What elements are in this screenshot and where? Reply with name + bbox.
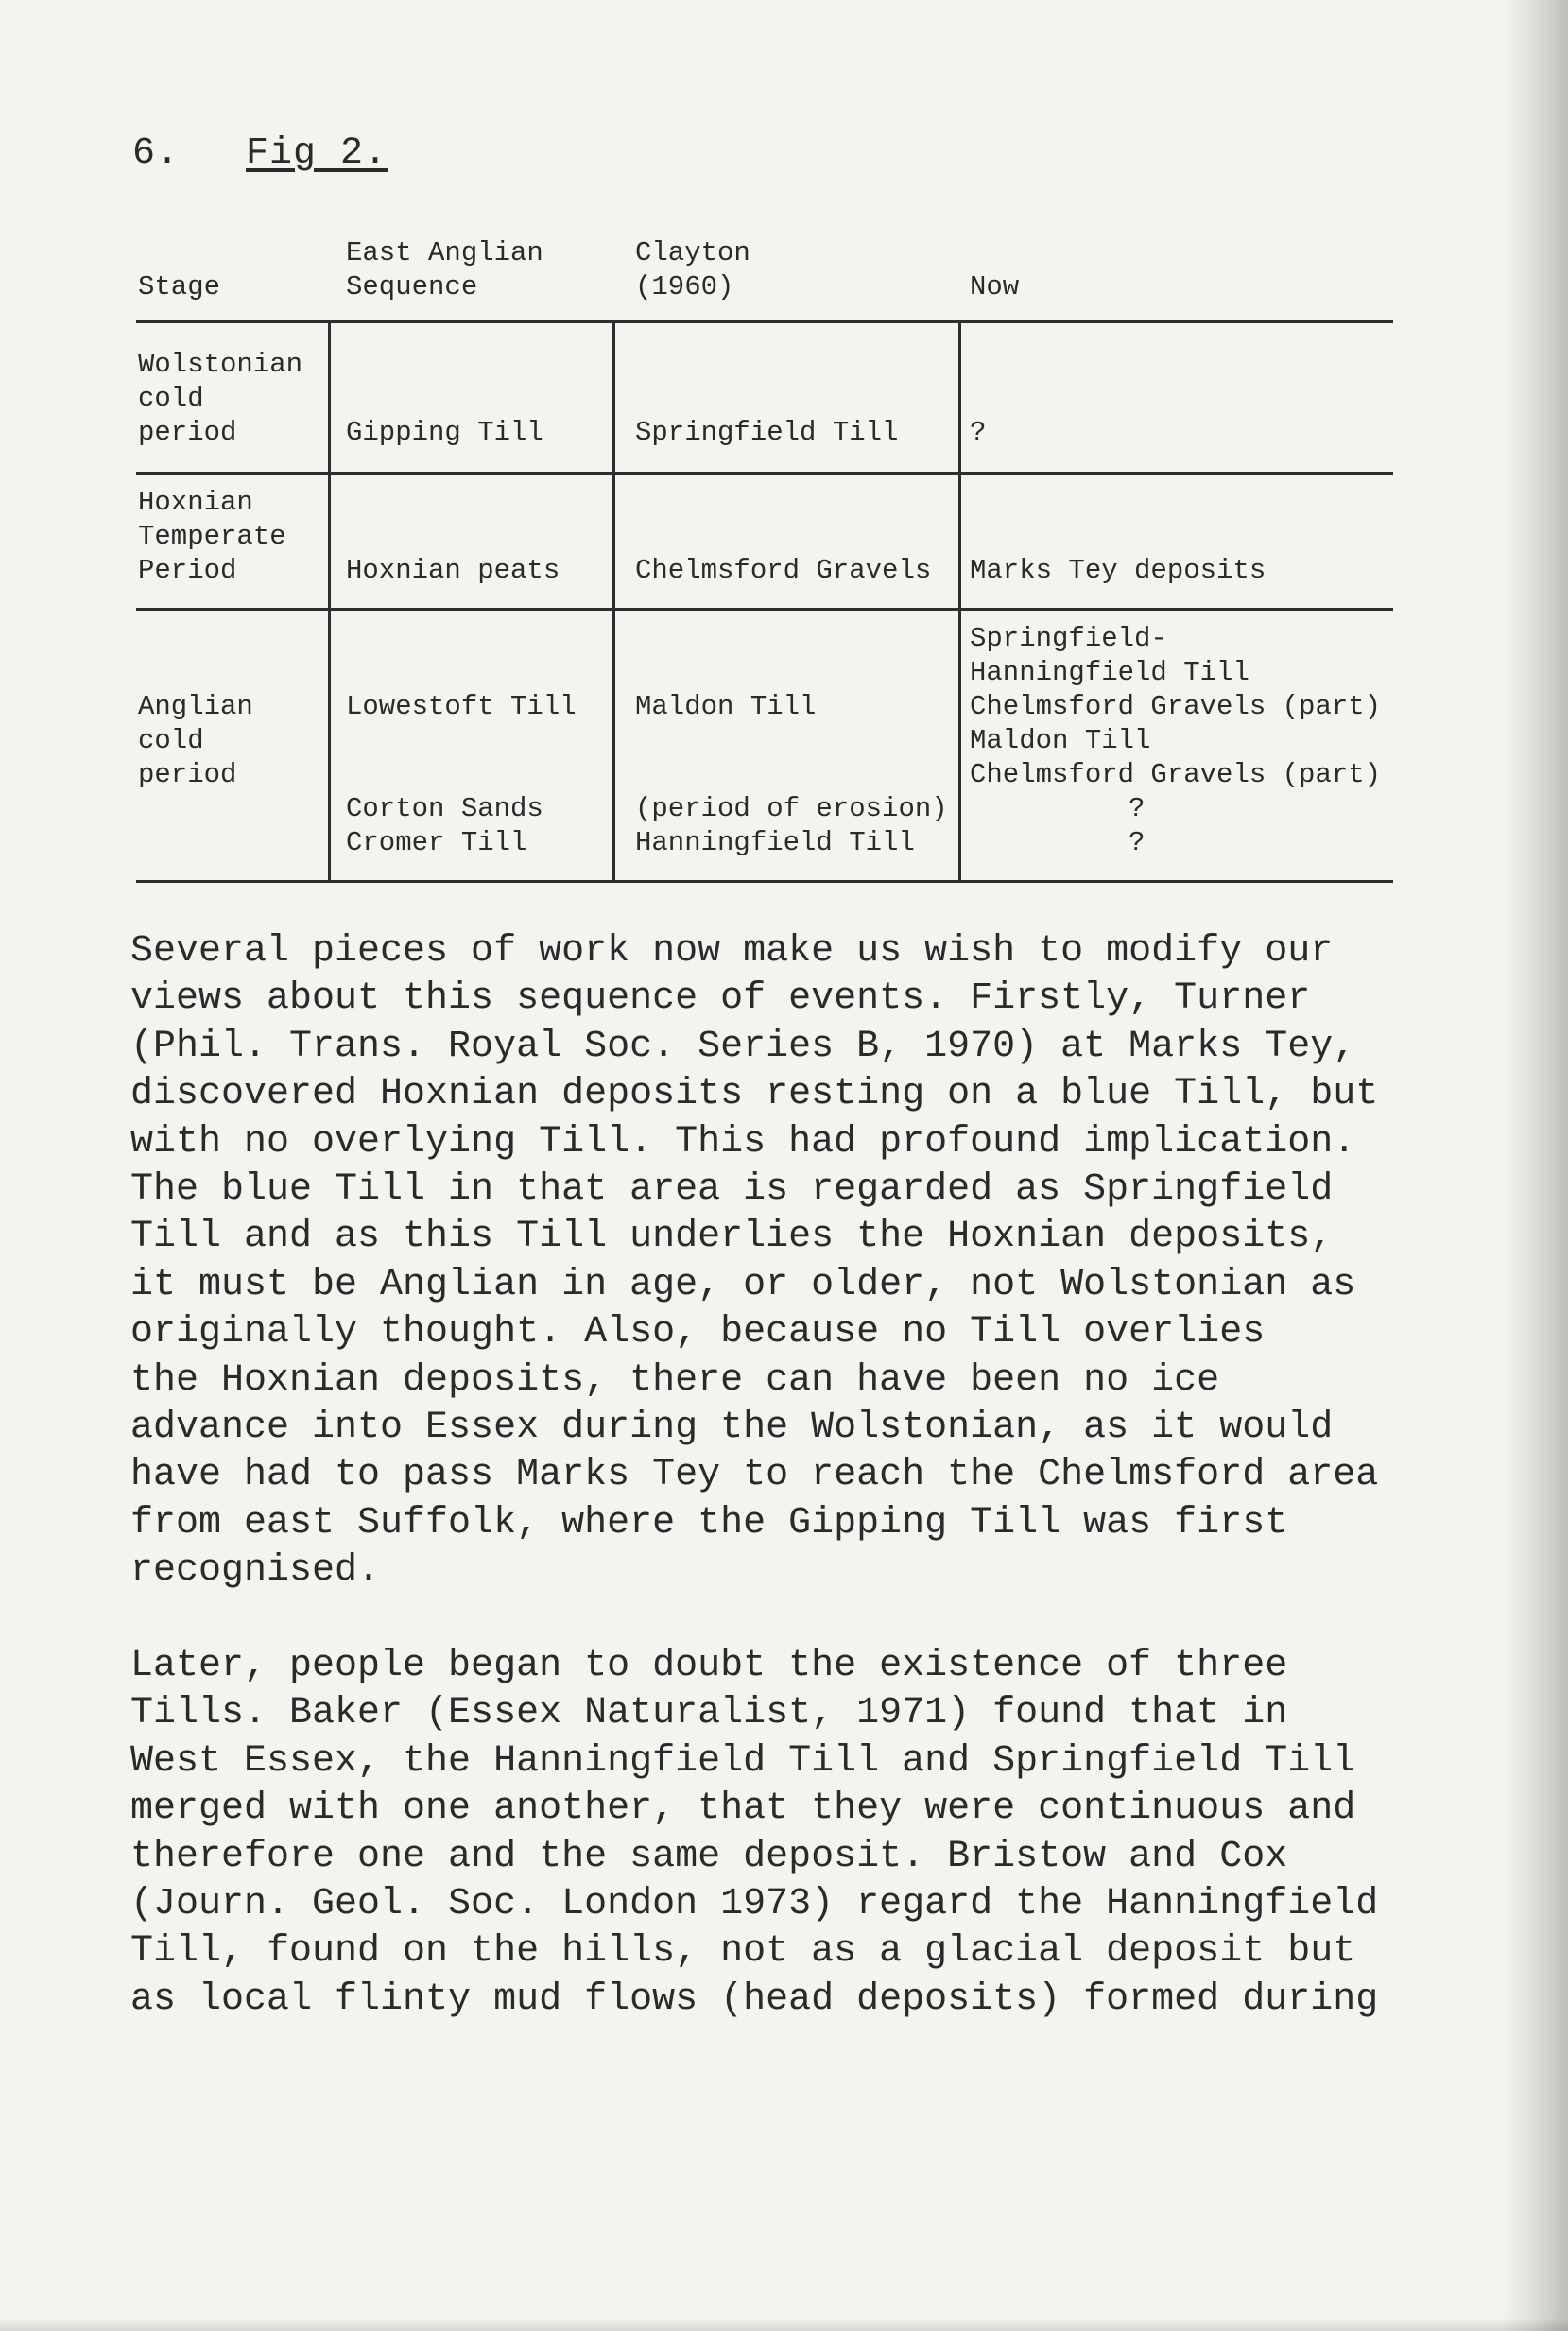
now-anglian-deposits: Springfield- Hanningfield Till Chelmsford Gravels (part) Maldon Till Chelmsford Gravels (part) xyxy=(970,623,1382,790)
figure-label: Fig 2. xyxy=(246,132,388,175)
sequence-hoxnian-peats: Hoxnian peats xyxy=(346,555,560,586)
stage-anglian: Anglian cold period xyxy=(138,691,253,790)
table-column-divider-1 xyxy=(328,320,331,882)
now-wolstonian: ? xyxy=(970,417,987,448)
table-rule-row-2 xyxy=(136,608,1393,611)
sequence-corton-cromer: Corton Sands Cromer Till xyxy=(346,793,543,858)
header-stage: Stage xyxy=(138,271,221,302)
stage-hoxnian: Hoxnian Temperate Period xyxy=(138,487,286,586)
clayton-maldon-till: Maldon Till xyxy=(635,691,817,722)
now-anglian-unknown: ? ? xyxy=(1129,793,1146,858)
page-number: 6. xyxy=(132,132,181,175)
page-edge-shadow xyxy=(1502,0,1568,2331)
table-column-divider-2 xyxy=(612,320,615,882)
table-column-divider-3 xyxy=(958,320,961,882)
clayton-springfield-till: Springfield Till xyxy=(635,417,899,448)
clayton-chelmsford-gravels: Chelmsford Gravels xyxy=(635,555,932,586)
header-east-anglian-sequence: East Anglian Sequence xyxy=(346,237,543,302)
sequence-gipping-till: Gipping Till xyxy=(346,417,543,448)
paragraph-2: Later, people began to doubt the existence of three Tills. Baker (Essex Naturalist, 1971) found that in West Essex, the Hanningfield Till and Springfield Till merged with one another, that they were continuous and therefore one and the same deposit. Bristow and Cox (Journ. Geol. Soc. London 1973) regard the Hanningfield Till, found on the hills, not as a glacial deposit but as local flinty mud flows (head deposits) formed during xyxy=(130,1645,1379,2021)
paragraph-1: Several pieces of work now make us wish to modify our views about this sequence of events. Firstly, Turner (Phil. Trans. Royal Soc. Series B, 1970) at Marks Tey, discovered Hoxnian deposits resting on a blue Till, but with no overlying Till. This had profound implication. The blue Till in that area is regarded as Springfield Till and as this Till underlies the Hoxnian deposits, it must be Anglian in age, or older, not Wolstonian as originally thought. Also, because no Till overlies the Hoxnian deposits, there can have been no ice advance into Essex during the Wolstonian, as it would have had to pass Marks Tey to reach the Chelmsford area from east Suffolk, where the Gipping Till was first recognised. xyxy=(130,930,1379,1593)
sequence-lowestoft-till: Lowestoft Till xyxy=(346,691,577,722)
clayton-erosion-hanningfield: (period of erosion) Hanningfield Till xyxy=(635,793,948,858)
header-now: Now xyxy=(970,271,1020,302)
table-rule-header xyxy=(136,320,1393,323)
table-rule-bottom xyxy=(136,880,1393,883)
table-rule-row-1 xyxy=(136,472,1393,475)
page-heading xyxy=(132,132,388,175)
page-bottom-edge xyxy=(0,2318,1568,2331)
header-clayton-1960: Clayton (1960) xyxy=(635,237,750,302)
now-marks-tey-deposits: Marks Tey deposits xyxy=(970,555,1266,586)
stage-wolstonian: Wolstonian cold period xyxy=(138,349,303,448)
